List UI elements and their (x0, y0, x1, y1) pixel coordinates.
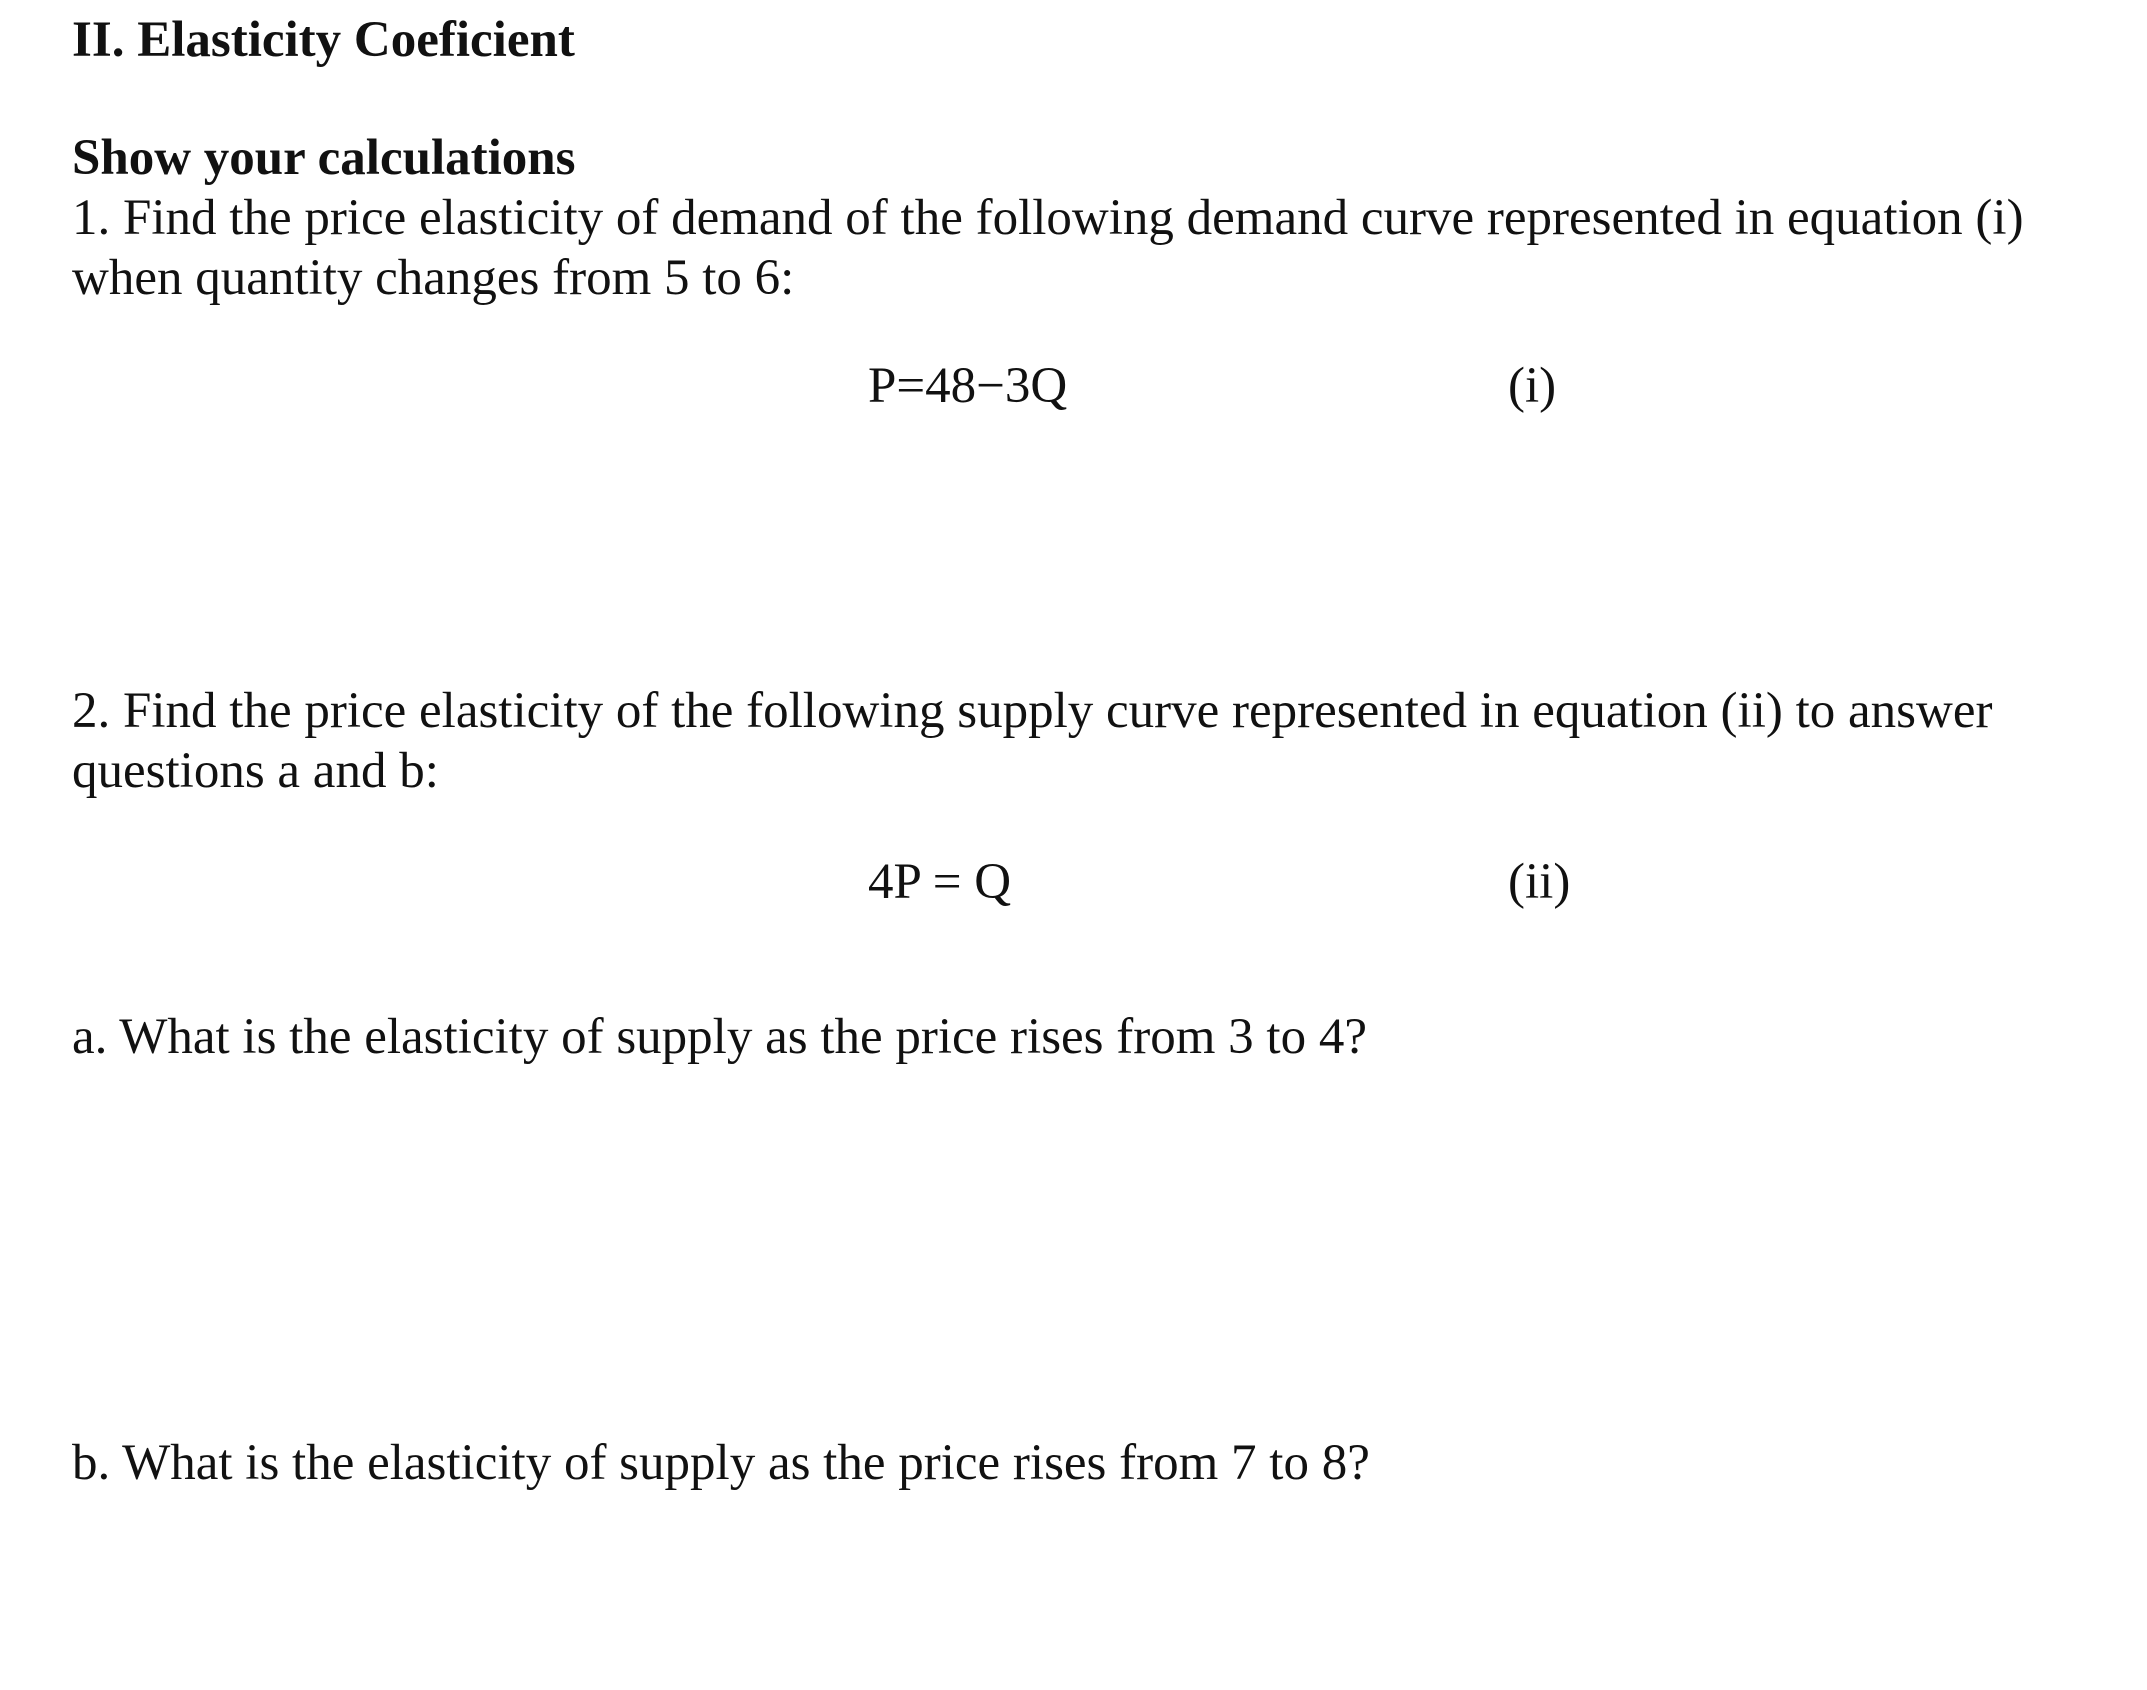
supply-equation: 4P = Q (868, 854, 1012, 910)
section-title: II. Elasticity Coeficient (72, 12, 575, 68)
question-1-text-line-1: 1. Find the price elasticity of demand of the following demand curve represented in equation (i) (72, 190, 2024, 246)
supply-equation-label: (ii) (1508, 854, 1571, 910)
demand-equation: P=48−3Q (868, 358, 1068, 414)
question-2a-text: a. What is the elasticity of supply as the price rises from 3 to 4? (72, 1009, 1367, 1065)
demand-equation-label: (i) (1508, 358, 1557, 414)
question-2-text-line-2: questions a and b: (72, 743, 439, 799)
instruction-heading: Show your calculations (72, 130, 576, 186)
question-1-text-line-2: when quantity changes from 5 to 6: (72, 250, 795, 306)
question-2-text-line-1: 2. Find the price elasticity of the following supply curve represented in equation (ii) to answer (72, 683, 1993, 739)
question-2b-text: b. What is the elasticity of supply as the price rises from 7 to 8? (72, 1435, 1370, 1491)
